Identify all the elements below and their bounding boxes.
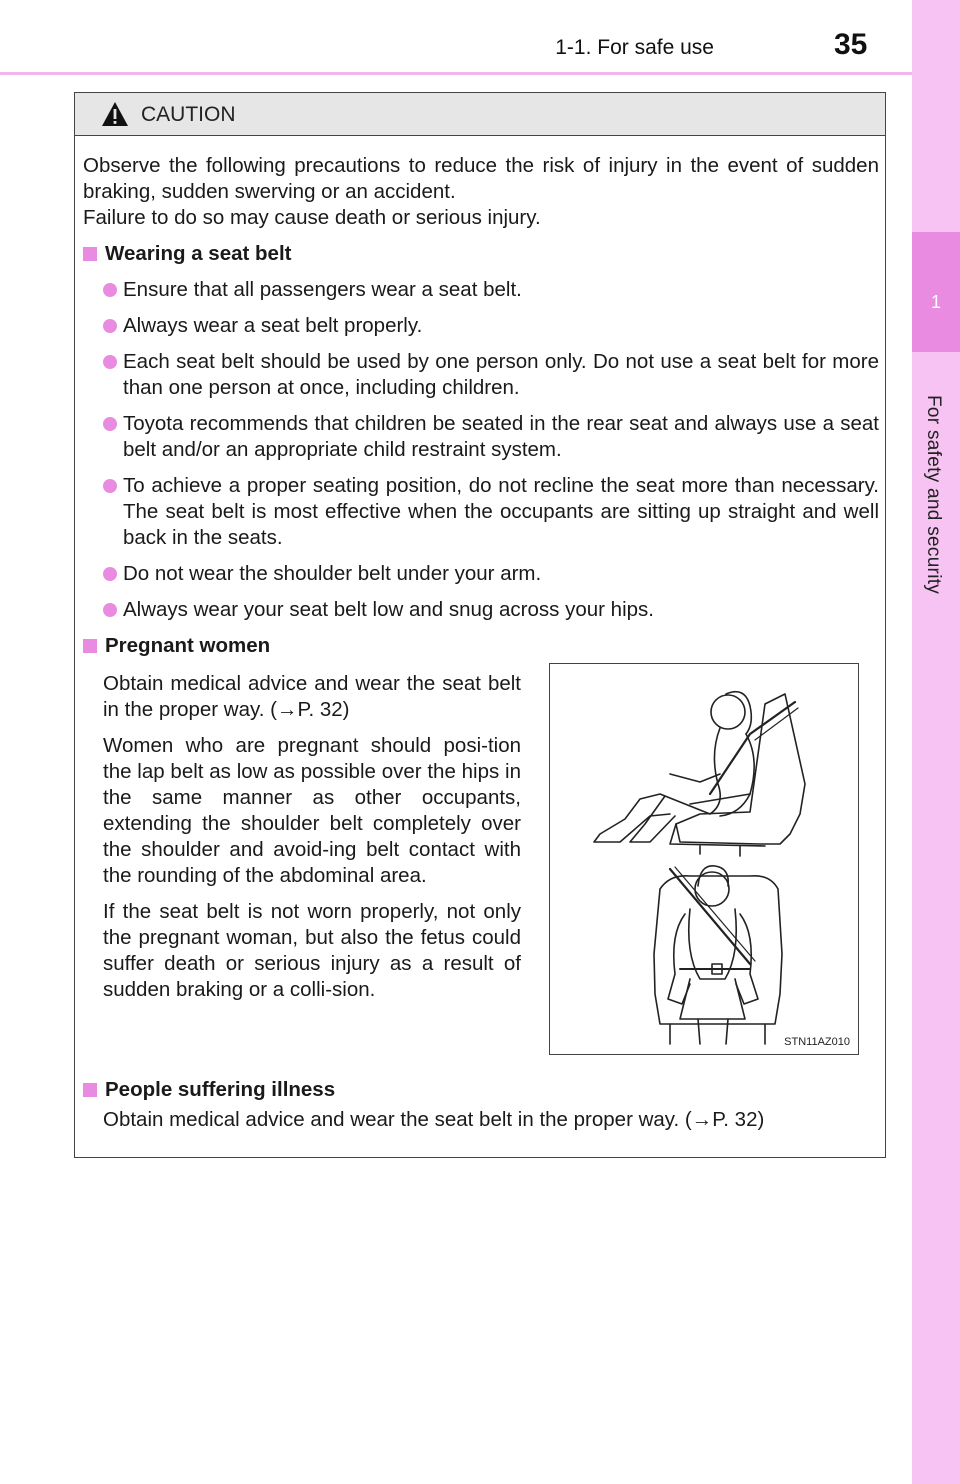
page-header	[0, 0, 912, 75]
round-bullet-icon	[103, 479, 117, 493]
round-bullet-icon	[103, 603, 117, 617]
heading-text: People suffering illness	[105, 1078, 336, 1101]
figure-code: STN11AZ010	[784, 1036, 850, 1048]
list-item-text: Do not wear the shoulder belt under your arm.	[123, 562, 542, 585]
caution-content	[83, 153, 879, 659]
list-item	[83, 277, 879, 303]
intro-warning: Failure to do so may cause death or serious injury.	[83, 206, 541, 229]
caution-box	[74, 92, 886, 1158]
pregnant-paragraph: Women who are pregnant should posi-tion the lap belt as low as possible over the hips in the same manner as other occupants, extending the shoulder belt completely over the shoulder and avoid-ing belt contact with the rounding of the abdominal area.	[103, 734, 521, 887]
section-heading-illness	[83, 1077, 879, 1103]
page-number: 35	[834, 28, 868, 61]
square-bullet-icon	[83, 247, 97, 261]
round-bullet-icon	[103, 567, 117, 581]
list-item	[83, 411, 879, 463]
warning-triangle-icon	[101, 101, 129, 127]
caution-header	[75, 93, 885, 136]
list-item-text: Ensure that all passengers wear a seat belt.	[123, 278, 522, 301]
seat-belt-illustration	[549, 663, 859, 1055]
list-item-text: Toyota recommends that children be seated in the rear seat and always use a seat belt and/or an appropriate child restraint system.	[123, 412, 879, 461]
square-bullet-icon	[83, 1083, 97, 1097]
round-bullet-icon	[103, 319, 117, 333]
list-item	[83, 597, 879, 623]
chapter-number: 1	[930, 292, 941, 312]
heading-text: Pregnant women	[105, 634, 271, 657]
round-bullet-icon	[103, 417, 117, 431]
list-item-text: To achieve a proper seating position, do not recline the seat more than necessary. The seat belt is most effective when the occupants are sitting up straight and well back in the seats.	[123, 474, 879, 549]
pregnant-text-block	[103, 671, 521, 1013]
chapter-title: For safety and security	[923, 395, 944, 595]
section-heading-wearing	[83, 241, 879, 267]
list-item	[83, 561, 879, 587]
section-title: 1-1. For safe use	[555, 36, 714, 59]
list-item-text: Each seat belt should be used by one person only. Do not use a seat belt for more than one person at once, including children.	[123, 350, 879, 399]
pregnant-woman-seatbelt-drawing	[550, 664, 857, 1053]
round-bullet-icon	[103, 355, 117, 369]
intro-text: Observe the following precautions to reduce the risk of injury in the event of sudden braking, sudden swerving or an accident.	[83, 154, 879, 203]
illness-section	[83, 1077, 879, 1133]
chapter-side-tab	[912, 0, 960, 1484]
list-item-text: Always wear your seat belt low and snug across your hips.	[123, 598, 654, 621]
pregnant-paragraph: If the seat belt is not worn properly, not only the pregnant woman, but also the fetus could suffer death or serious injury as a result of sudden braking or a colli-sion.	[103, 900, 521, 1001]
list-item	[83, 313, 879, 339]
square-bullet-icon	[83, 639, 97, 653]
chapter-number-block	[912, 0, 960, 350]
list-item-text: Always wear a seat belt properly.	[123, 314, 423, 337]
pregnant-paragraph: Obtain medical advice and wear the seat belt in the proper way. (→P. 32)	[103, 672, 521, 721]
round-bullet-icon	[103, 283, 117, 297]
section-heading-pregnant	[83, 633, 879, 659]
caution-label: CAUTION	[141, 103, 236, 126]
list-item	[83, 473, 879, 551]
illness-text: Obtain medical advice and wear the seat belt in the proper way. (→P. 32)	[103, 1108, 765, 1131]
list-item	[83, 349, 879, 401]
heading-text: Wearing a seat belt	[105, 242, 292, 265]
